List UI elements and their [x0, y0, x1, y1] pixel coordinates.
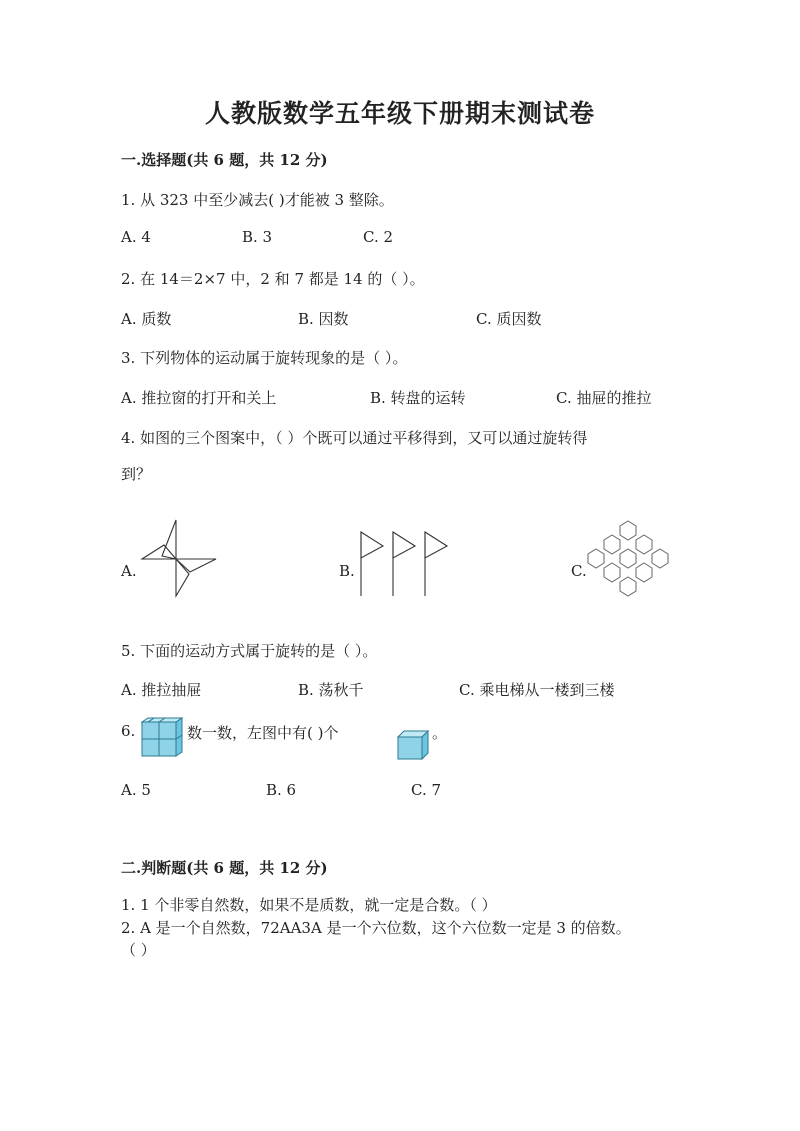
question-2: 2. 在 14＝2×7 中，2 和 7 都是 14 的（ ）。: [121, 270, 425, 288]
flags-figure: [358, 530, 452, 598]
q4-option-a: A.: [121, 562, 137, 580]
judgement-2-brackets: （ ）: [121, 941, 156, 959]
q3-option-b: B. 转盘的运转: [370, 389, 466, 407]
question-4-line2: 到？: [121, 465, 152, 483]
question-6-text: 数一数，左图中有( )个: [187, 724, 339, 742]
q2-option-a: A. 质数: [121, 310, 172, 328]
question-6-end: 。: [432, 724, 448, 742]
single-cube-icon: [397, 730, 429, 760]
q4-option-c: C.: [571, 562, 587, 580]
question-3: 3. 下列物体的运动属于旋转现象的是（ ）。: [121, 349, 408, 367]
q1-option-a: A. 4: [121, 228, 151, 246]
q4-option-b: B.: [339, 562, 355, 580]
q6-option-b: B. 6: [266, 781, 297, 799]
q1-option-b: B. 3: [242, 228, 273, 246]
q3-option-c: C. 抽屉的推拉: [556, 389, 652, 407]
hexagon-figure: [590, 518, 670, 598]
question-6-number: 6.: [121, 722, 136, 740]
question-1: 1. 从 323 中至少减去( )才能被 3 整除。: [121, 191, 394, 209]
q6-option-a: A. 5: [121, 781, 151, 799]
pinwheel-figure: [138, 518, 218, 600]
q1-option-c: C. 2: [363, 228, 394, 246]
q6-option-c: C. 7: [411, 781, 442, 799]
section1-heading: 一.选择题(共 6 题，共 12 分): [121, 151, 328, 169]
q5-option-b: B. 荡秋千: [298, 681, 364, 699]
question-4-line1: 4. 如图的三个图案中，（ ）个既可以通过平移得到，又可以通过旋转得: [121, 429, 588, 447]
q2-option-b: B. 因数: [298, 310, 349, 328]
q5-option-c: C. 乘电梯从一楼到三楼: [459, 681, 615, 699]
page-title: 人教版数学五年级下册期末测试卷: [204, 99, 595, 128]
cube-stack-figure: [140, 718, 186, 760]
q5-option-a: A. 推拉抽屉: [121, 681, 202, 699]
section2-heading: 二.判断题(共 6 题，共 12 分): [121, 859, 328, 877]
question-5: 5. 下面的运动方式属于旋转的是（ ）。: [121, 642, 378, 660]
q3-option-a: A. 推拉窗的打开和关上: [121, 389, 277, 407]
judgement-2: 2. A 是一个自然数，72AA3A 是一个六位数，这个六位数一定是 3 的倍数。: [121, 919, 631, 937]
q2-option-c: C. 质因数: [476, 310, 542, 328]
judgement-1: 1. 1 个非零自然数，如果不是质数，就一定是合数。（ ）: [121, 896, 497, 914]
